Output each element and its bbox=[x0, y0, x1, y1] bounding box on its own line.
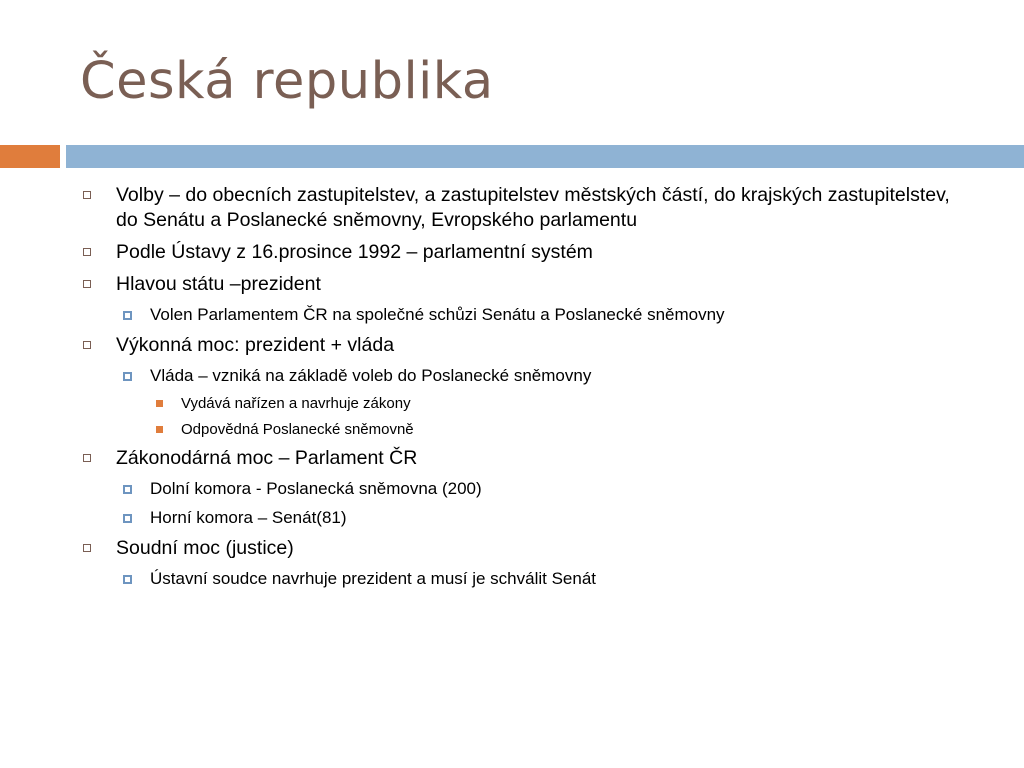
bullet-text: Odpovědná Poslanecké sněmovně bbox=[181, 421, 414, 438]
sub-sub-bullet-item bbox=[80, 394, 960, 413]
hollow-square-bullet-icon bbox=[83, 544, 91, 552]
slide-title: Česká republika bbox=[80, 52, 494, 111]
sub-bullet-item bbox=[80, 507, 960, 529]
hollow-square-bullet-icon bbox=[83, 280, 91, 288]
bullet-text: Horní komora – Senát(81) bbox=[150, 508, 347, 527]
bullet-item bbox=[80, 240, 960, 265]
accent-bar-orange bbox=[0, 145, 60, 168]
sub-bullet-item bbox=[80, 365, 960, 387]
bullet-text: Podle Ústavy z 16.prosince 1992 – parlamentní systém bbox=[116, 241, 593, 263]
accent-bar-blue bbox=[66, 145, 1024, 168]
hollow-square-bullet-icon bbox=[83, 248, 91, 256]
bullet-text: Volby – do obecních zastupitelstev, a zastupitelstev městských částí, do krajských zastupitelstev, do Senátu a Poslanecké sněmovny, Evropského parlamentu bbox=[116, 184, 950, 231]
bullet-text: Soudní moc (justice) bbox=[116, 537, 294, 559]
bullet-text: Zákonodárná moc – Parlament ČR bbox=[116, 447, 418, 469]
blue-square-bullet-icon bbox=[123, 372, 132, 381]
bullet-text: Hlavou státu –prezident bbox=[116, 273, 321, 295]
bullet-item bbox=[80, 272, 960, 297]
blue-square-bullet-icon bbox=[123, 311, 132, 320]
blue-square-bullet-icon bbox=[123, 575, 132, 584]
sub-sub-bullet-item bbox=[80, 420, 960, 439]
bullet-text: Výkonná moc: prezident + vláda bbox=[116, 334, 395, 356]
bullet-item bbox=[80, 536, 960, 561]
orange-square-bullet-icon bbox=[156, 400, 163, 407]
bullet-text: Volen Parlamentem ČR na společné schůzi Senátu a Poslanecké sněmovny bbox=[150, 305, 725, 324]
bullet-item bbox=[80, 183, 960, 233]
hollow-square-bullet-icon bbox=[83, 341, 91, 349]
bullet-list bbox=[80, 183, 960, 597]
hollow-square-bullet-icon bbox=[83, 454, 91, 462]
orange-square-bullet-icon bbox=[156, 426, 163, 433]
blue-square-bullet-icon bbox=[123, 485, 132, 494]
bullet-text: Dolní komora - Poslanecká sněmovna (200) bbox=[150, 479, 482, 498]
bullet-item bbox=[80, 333, 960, 358]
sub-bullet-item bbox=[80, 304, 960, 326]
bullet-text: Vláda – vzniká na základě voleb do Poslanecké sněmovny bbox=[150, 366, 592, 385]
bullet-text: Ústavní soudce navrhuje prezident a musí je schválit Senát bbox=[150, 569, 597, 588]
blue-square-bullet-icon bbox=[123, 514, 132, 523]
sub-bullet-item bbox=[80, 478, 960, 500]
hollow-square-bullet-icon bbox=[83, 191, 91, 199]
bullet-item bbox=[80, 446, 960, 471]
bullet-text: Vydává nařízen a navrhuje zákony bbox=[181, 395, 411, 412]
sub-bullet-item bbox=[80, 568, 960, 590]
